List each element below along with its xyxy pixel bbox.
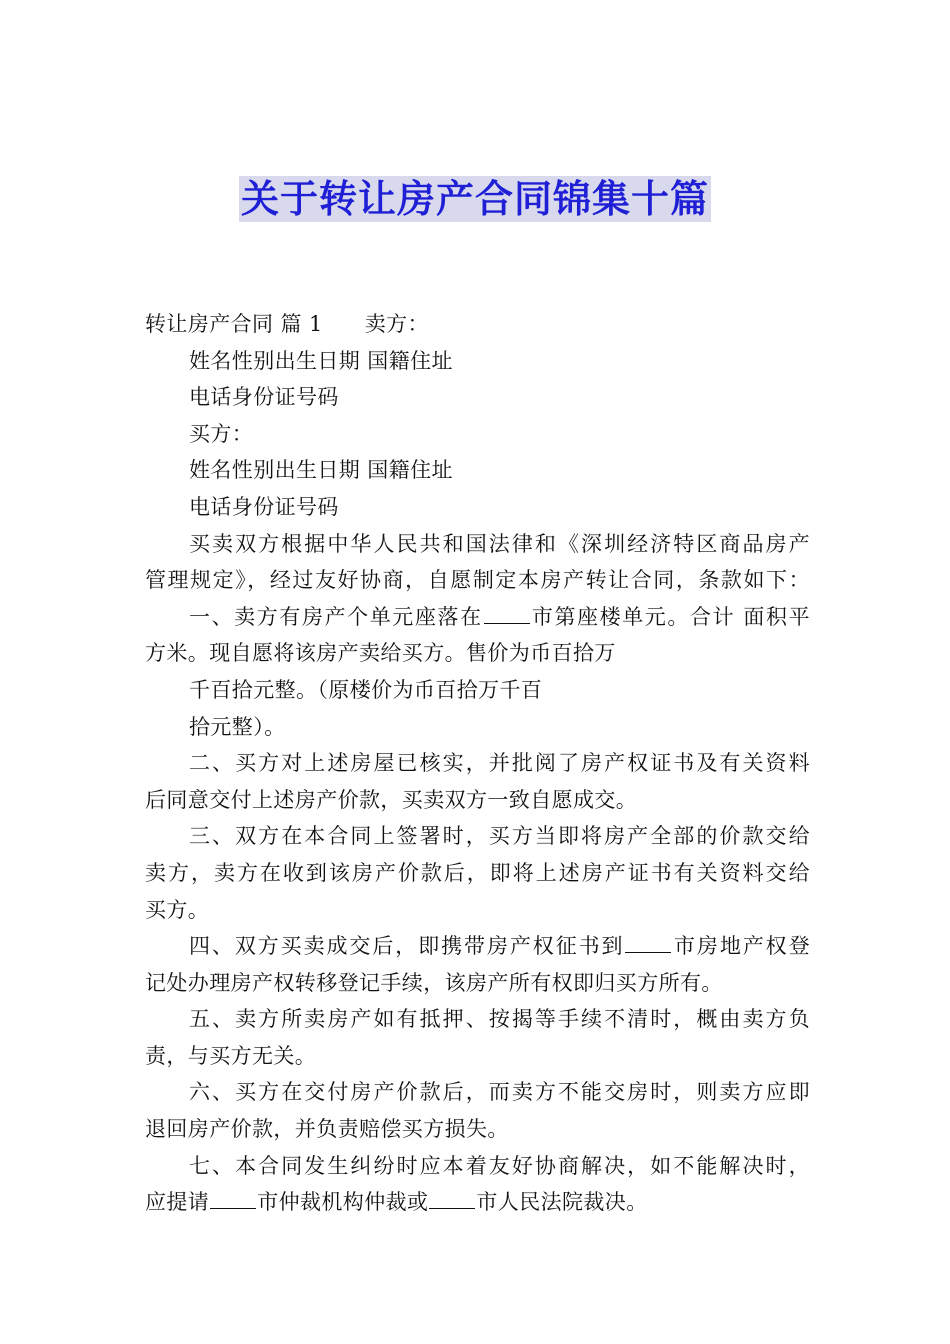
- section-heading-line: [145, 306, 810, 343]
- clause-3-line-2: 卖方，卖方在收到该房产价款后，即将上述房产证书有关资料交给: [145, 860, 810, 885]
- buyer-info-line-1: 姓名性别出生日期 国籍住址: [189, 458, 453, 483]
- clause-7-line-1: 七、本合同发生纠纷时应本着友好协商解决，如不能解决时，: [189, 1153, 810, 1178]
- clause-1-line-1: [145, 599, 810, 636]
- clause-7-line-2-part-c: 市人民法院裁决。: [476, 1190, 648, 1215]
- clause-7-line-2-part-b: 市仲裁机构仲裁或: [257, 1190, 429, 1215]
- fill-in-blank: [210, 1188, 256, 1209]
- clause-4-line-2: 记处办理房产权转移登记手续，该房产所有权即归买方所有。: [145, 970, 723, 995]
- clause-4-line-1-part-b: 市房地产权登: [672, 934, 810, 959]
- intro-line-1: 买卖双方根据中华人民共和国法律和《深圳经济特区商品房产: [189, 531, 810, 556]
- clause-3-line-1: 三、双方在本合同上签署时，买方当即将房产全部的价款交给: [189, 824, 810, 849]
- clause-6-line-2: 退回房产价款，并负责赔偿买方损失。: [145, 1117, 509, 1142]
- clause-2-line-1: 二、买方对上述房屋已核实，并批阅了房产权证书及有关资料: [189, 751, 810, 776]
- buyer-label: 买方：: [189, 421, 254, 446]
- seller-info-line-1: 姓名性别出生日期 国籍住址: [189, 348, 453, 373]
- clause-7-line-2: [145, 1184, 810, 1221]
- seller-label: 卖方：: [364, 312, 429, 336]
- title-container: [0, 176, 950, 222]
- clause-1-line-2: 方米。现自愿将该房产卖给买方。售价为币百拾万: [145, 641, 616, 666]
- clause-1-line-3: 千百拾元整。（原楼价为币百拾万千百: [189, 677, 543, 702]
- clause-1-line-4: 拾元整）。: [189, 714, 286, 739]
- clause-5-line-1: 五、卖方所卖房产如有抵押、按揭等手续不清时，概由卖方负: [189, 1007, 810, 1032]
- clause-1-line-1-part-a: 一、卖方有房产个单元座落在: [189, 604, 483, 629]
- clause-2-line-2: 后同意交付上述房产价款，买卖双方一致自愿成交。: [145, 787, 638, 812]
- document-body: [145, 306, 810, 1221]
- section-label: 转让房产合同 篇 1: [145, 312, 323, 336]
- clause-7-line-2-part-a: 应提请: [145, 1190, 210, 1215]
- clause-6-line-1: 六、买方在交付房产价款后，而卖方不能交房时，则卖方应即: [189, 1080, 810, 1105]
- fill-in-blank: [625, 932, 671, 953]
- clause-4-line-1-part-a: 四、双方买卖成交后，即携带房产权征书到: [189, 934, 625, 959]
- intro-line-2: 管理规定》，经过友好协商，自愿制定本房产转让合同，条款如下：: [145, 568, 810, 593]
- clause-3-line-3: 买方。: [145, 897, 210, 922]
- clause-5-line-2: 责，与买方无关。: [145, 1043, 317, 1068]
- seller-info-line-2: 电话身份证号码: [189, 385, 339, 410]
- buyer-info-line-2: 电话身份证号码: [189, 494, 339, 519]
- clause-1-line-1-part-b: 市第座楼单元。合计 面积平: [530, 604, 811, 629]
- fill-in-blank: [484, 603, 530, 624]
- clause-4-line-1: [145, 928, 810, 965]
- fill-in-blank: [429, 1188, 475, 1209]
- document-title: 关于转让房产合同锦集十篇: [240, 177, 709, 221]
